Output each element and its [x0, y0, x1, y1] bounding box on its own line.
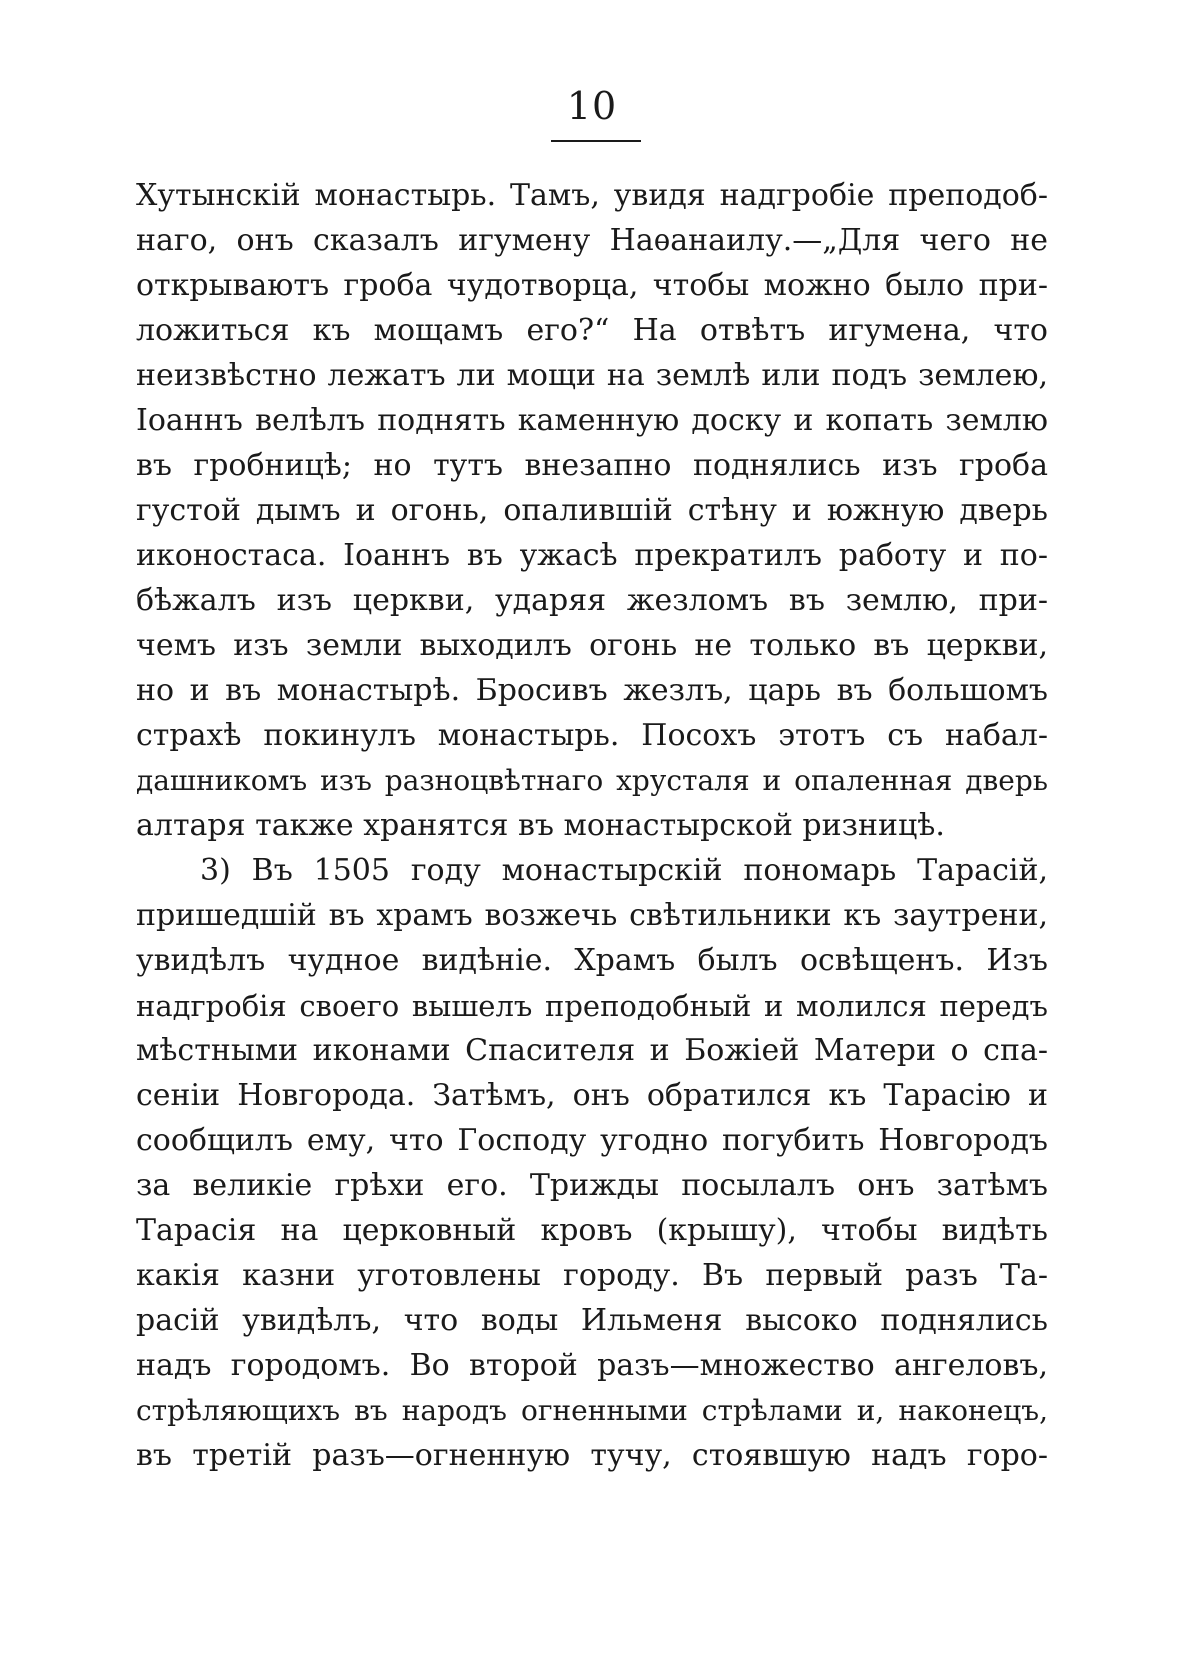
- text-line: 3) Въ 1505 году монастырскій пономарь Тарасій,: [200, 853, 1048, 888]
- text-line: неизвѣстно лежатъ ли мощи на землѣ или подъ землею,: [136, 358, 1048, 393]
- text-line: густой дымъ и огонь, опалившій стѣну и южную дверь: [136, 493, 1048, 528]
- text-line: наго, онъ сказалъ игумену Наѳанаилу.—„Для чего не: [136, 223, 1048, 258]
- text-line: какія казни уготовлены городу. Въ первый разъ Та-: [136, 1258, 1048, 1293]
- text-line: сеніи Новгорода. Затѣмъ, онъ обратился къ Тарасію и: [136, 1078, 1048, 1113]
- page-number-rule: [551, 140, 641, 142]
- text-line: алтаря также хранятся въ монастырской ризницѣ.: [136, 808, 945, 843]
- text-line: надгробія своего вышелъ преподобный и молился передъ: [136, 989, 1048, 1023]
- text-line: дашникомъ изъ разноцвѣтнаго хрусталя и опаленная дверь: [136, 764, 1048, 797]
- text-line: расій увидѣлъ, что воды Ильменя высоко поднялись: [136, 1303, 1048, 1338]
- text-line: Тарасія на церковный кровъ (крышу), чтобы видѣть: [136, 1213, 1048, 1248]
- text-line: иконостаса. Іоаннъ въ ужасѣ прекратилъ работу и по-: [136, 538, 1048, 573]
- text-line: мѣстными иконами Спасителя и Божіей Матери о спа-: [136, 1033, 1048, 1068]
- page-number: 10: [566, 84, 618, 128]
- text-line: надъ городомъ. Во второй разъ—множество ангеловъ,: [136, 1348, 1048, 1383]
- text-line: въ третій разъ—огненную тучу, стоявшую надъ горо-: [136, 1438, 1048, 1473]
- text-line: пришедшій въ храмъ возжечь свѣтильники къ заутрени,: [136, 898, 1048, 933]
- text-line: но и въ монастырѣ. Бросивъ жезлъ, царь въ большомъ: [136, 673, 1048, 708]
- text-line: Іоаннъ велѣлъ поднять каменную доску и копать землю: [136, 403, 1048, 438]
- text-line: страхѣ покинулъ монастырь. Посохъ этотъ съ набал-: [136, 718, 1048, 753]
- text-line: бѣжалъ изъ церкви, ударяя жезломъ въ землю, при-: [136, 583, 1048, 618]
- text-line: сообщилъ ему, что Господу угодно погубить Новгородъ: [136, 1123, 1048, 1158]
- text-line: за великіе грѣхи его. Трижды посылалъ онъ затѣмъ: [136, 1168, 1048, 1203]
- text-line: ложиться къ мощамъ его?“ На отвѣтъ игумена, что: [136, 313, 1048, 348]
- text-line: чемъ изъ земли выходилъ огонь не только въ церкви,: [136, 628, 1048, 663]
- text-line: стрѣляющихъ въ народъ огненными стрѣлами и, наконецъ,: [136, 1394, 1048, 1427]
- text-line: Хутынскій монастырь. Тамъ, увидя надгробіе преподоб-: [136, 178, 1048, 213]
- text-line: увидѣлъ чудное видѣніе. Храмъ былъ освѣщенъ. Изъ: [136, 943, 1048, 978]
- text-line: въ гробницѣ; но тутъ внезапно поднялись изъ гроба: [136, 448, 1048, 483]
- text-line: открываютъ гроба чудотворца, чтобы можно было при-: [136, 268, 1048, 303]
